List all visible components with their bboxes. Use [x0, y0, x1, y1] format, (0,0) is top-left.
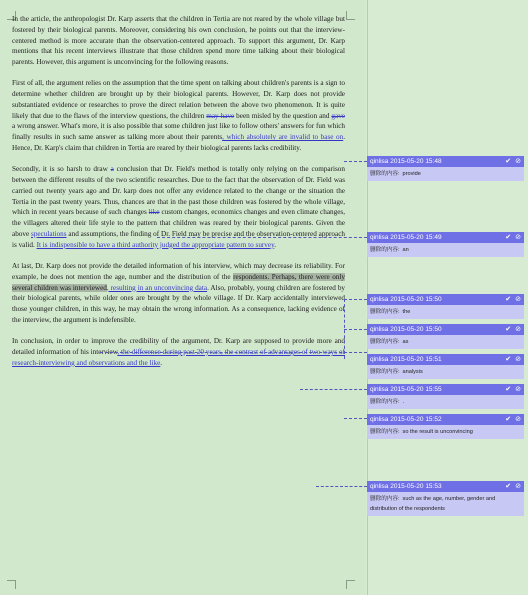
- comment-date: 2015-05-20: [390, 356, 424, 363]
- comment-balloon[interactable]: [367, 384, 524, 409]
- comment-time: 15:52: [425, 416, 442, 423]
- comment-header: [367, 232, 524, 243]
- text-run: At last, Dr. Karp does not provide the detailed information of his interview, which may decrease its reliability. For example, he does not mention the age, number and the distribution of the: [12, 262, 345, 281]
- comment-balloon[interactable]: [367, 354, 524, 379]
- highlighted-text[interactable]: respondents. Perhaps, there were only several children was interviewed: [12, 272, 345, 292]
- comment-body: [367, 335, 524, 349]
- reject-icon[interactable]: ⊘: [515, 158, 521, 165]
- reject-icon[interactable]: ⊘: [515, 234, 521, 241]
- text-run: conclusion that Dr. Field's method is totally only relying on the comparison between the different results of the two scientific researches. Due to the fact that the observation of Dr. Field was carried out twenty years ago and Dr. karp does not offer any evidence related to the change or the situation the Tertia in the past twenty years. Thus, chances are that in the past those children was fostered by the whole village, which in recent years because of such changes: [12, 165, 345, 217]
- comment-time: 15:51: [425, 356, 442, 363]
- check-icon[interactable]: ✔: [505, 296, 512, 303]
- comment-connector: [344, 418, 367, 419]
- comment-connector: [344, 329, 367, 330]
- comment-date: 2015-05-20: [390, 483, 424, 490]
- check-icon[interactable]: ✔: [505, 158, 512, 165]
- comment-balloon[interactable]: [367, 324, 524, 349]
- comment-date: 2015-05-20: [390, 386, 424, 393]
- comment-balloon[interactable]: [367, 294, 524, 319]
- comment-body: [367, 167, 524, 181]
- deleted-text[interactable]: like: [148, 208, 160, 217]
- comment-connector: [157, 237, 367, 238]
- crop-mark: [7, 580, 16, 589]
- comment-label: 删除的内容:: [370, 496, 400, 502]
- comment-label: 删除的内容:: [370, 399, 400, 405]
- text-run: custom changes, economics changes and even climate changes, the villagers altered their life style to the pattern that children was reared by their biological parents. Given the above: [12, 208, 346, 238]
- text-run: . Hence, Dr. Karp's claim that children in Tertia are reared by their biological parents lacks credibility.: [12, 133, 345, 152]
- comment-date: 2015-05-20: [390, 416, 424, 423]
- text-run: .: [274, 240, 277, 249]
- check-icon[interactable]: ✔: [505, 416, 512, 423]
- comment-author: qinlisa: [370, 483, 389, 490]
- crop-mark: [346, 11, 355, 20]
- comment-label: 删除的内容:: [370, 429, 400, 435]
- deleted-text[interactable]: a: [110, 165, 114, 174]
- check-icon[interactable]: ✔: [505, 326, 512, 333]
- comment-content: an: [402, 247, 409, 253]
- reject-icon[interactable]: ⊘: [515, 483, 521, 490]
- comment-header: [367, 324, 524, 335]
- paragraph-last[interactable]: [12, 261, 345, 326]
- text-run: In conclusion, in order to improve the credibility of the argument, Dr. Karp are supposed to provide more and detailed information of his interview: [12, 337, 345, 356]
- comment-balloon[interactable]: [367, 414, 524, 439]
- reject-icon[interactable]: ⊘: [515, 296, 521, 303]
- comment-body: [367, 365, 524, 379]
- comment-content: the: [402, 309, 411, 315]
- comment-connector: [344, 299, 367, 300]
- comment-content: analysis: [402, 369, 423, 375]
- text-run: . Also, probably, young children are fostered by their biological parents, while older ones are brought by the whole village. If Dr. Karp accidentally interviewed those younger children, in this way, he may obtain the wrong information. As a consequence, lacking evidence of the interview, the argument is indefensible.: [12, 283, 346, 324]
- comment-time: 15:53: [425, 483, 442, 490]
- comment-author: qinlisa: [370, 356, 389, 363]
- comment-connector: [316, 486, 367, 487]
- comment-date: 2015-05-20: [390, 296, 424, 303]
- text-run: In the article, the anthropologist Dr. Karp asserts that the children in Tertia are not reared by the whole village but fostered by their biological parents. Moreover, considering his own conclusion, he points out that the interview-centered method is more accurate than the observation-centered approach. To support this argument, Dr. Karp mentions that his recent interviews illustrate that those children spend more time talking about their biological parents. However, this argument is unconvincing for the following reasons.: [12, 15, 345, 66]
- comment-header: [367, 156, 524, 167]
- paragraph-intro[interactable]: [12, 14, 345, 68]
- inserted-text[interactable]: speculations: [31, 229, 67, 238]
- check-icon[interactable]: ✔: [505, 356, 512, 363]
- comment-date: 2015-05-20: [390, 158, 424, 165]
- comment-time: 15:48: [425, 158, 442, 165]
- crop-mark: [346, 580, 355, 589]
- comment-author: qinlisa: [370, 416, 389, 423]
- inserted-text[interactable]: , the difference during past 20 years, the contrast of advantages of two ways of research-interviewing and observations and the like: [12, 348, 346, 367]
- comment-author: qinlisa: [370, 234, 389, 241]
- comment-content: such as the age, number, gender and distribution of the respondents: [370, 496, 496, 512]
- comment-header: [367, 481, 524, 492]
- deleted-text[interactable]: may have: [206, 111, 235, 120]
- inserted-text[interactable]: It is indispensible to have a third authority judged the appropriate pattern to survey: [36, 240, 275, 249]
- text-run: and assumptions, the finding of Dr. Field may be precise and the observation-centered approach is valid.: [12, 229, 345, 249]
- comment-time: 15:50: [425, 326, 442, 333]
- text-run: .: [160, 358, 163, 367]
- comment-connector: [100, 352, 367, 353]
- comment-balloon[interactable]: [367, 232, 524, 257]
- paragraph-first[interactable]: [12, 78, 345, 153]
- check-icon[interactable]: ✔: [505, 386, 512, 393]
- comment-author: qinlisa: [370, 386, 389, 393]
- reject-icon[interactable]: ⊘: [515, 356, 521, 363]
- comment-author: qinlisa: [370, 158, 389, 165]
- comment-connector: [344, 299, 345, 359]
- comment-content: .: [402, 399, 405, 405]
- comment-date: 2015-05-20: [390, 326, 424, 333]
- comment-body: [367, 243, 524, 257]
- inserted-text[interactable]: , resulting in an unconvincing data: [106, 283, 208, 292]
- comment-time: 15:49: [425, 234, 442, 241]
- reject-icon[interactable]: ⊘: [515, 386, 521, 393]
- check-icon[interactable]: ✔: [505, 234, 512, 241]
- reject-icon[interactable]: ⊘: [515, 326, 521, 333]
- text-run: Secondly, it is so harsh to draw: [12, 165, 111, 174]
- document-body[interactable]: [12, 14, 345, 379]
- comment-body: [367, 425, 524, 439]
- check-icon[interactable]: ✔: [505, 483, 512, 490]
- comment-date: 2015-05-20: [390, 234, 424, 241]
- comment-time: 15:55: [425, 386, 442, 393]
- text-run: been misled by the question and: [234, 111, 332, 120]
- comment-content: as: [402, 339, 409, 345]
- comment-label: 删除的内容:: [370, 247, 400, 253]
- comment-label: 删除的内容:: [370, 369, 400, 375]
- comment-author: qinlisa: [370, 296, 389, 303]
- comment-label: 删除的内容:: [370, 339, 400, 345]
- comment-label: 删除的内容:: [370, 171, 400, 177]
- comment-header: [367, 354, 524, 365]
- reject-icon[interactable]: ⊘: [515, 416, 521, 423]
- comment-content: provide: [402, 171, 421, 177]
- comment-label: 删除的内容:: [370, 309, 400, 315]
- comment-time: 15:50: [425, 296, 442, 303]
- comment-content: so the result is unconvincing: [402, 429, 473, 435]
- comment-body: [367, 395, 524, 409]
- comment-body: [367, 305, 524, 319]
- comment-connector: [300, 389, 367, 390]
- text-run: First of all, the argument relies on the assumption that the time spent on talking about children's parents is a sign to determine whether children are brought up by their biological parents. However, Dr. Karp does not provide substantiated evidence or researches to prove the direct relation between the above two phenomenon. It is quite likely that due to the flaws of the interview questions, the children: [12, 79, 345, 120]
- comment-author: qinlisa: [370, 326, 389, 333]
- comment-balloon[interactable]: [367, 156, 524, 181]
- comment-connector: [344, 161, 367, 162]
- text-run: a wrong answer. What's more, it is also possible that some children just like to follow others' answers for fun which finally results in such same answer as talking more about their parents: [12, 122, 345, 142]
- comment-balloon[interactable]: [367, 481, 524, 516]
- deleted-text[interactable]: gave: [331, 111, 345, 120]
- comment-header: [367, 414, 524, 425]
- comment-body: [367, 492, 524, 516]
- comment-header: [367, 384, 524, 395]
- comment-header: [367, 294, 524, 305]
- inserted-text[interactable]: , which absolutely are invalid to base on: [222, 133, 344, 142]
